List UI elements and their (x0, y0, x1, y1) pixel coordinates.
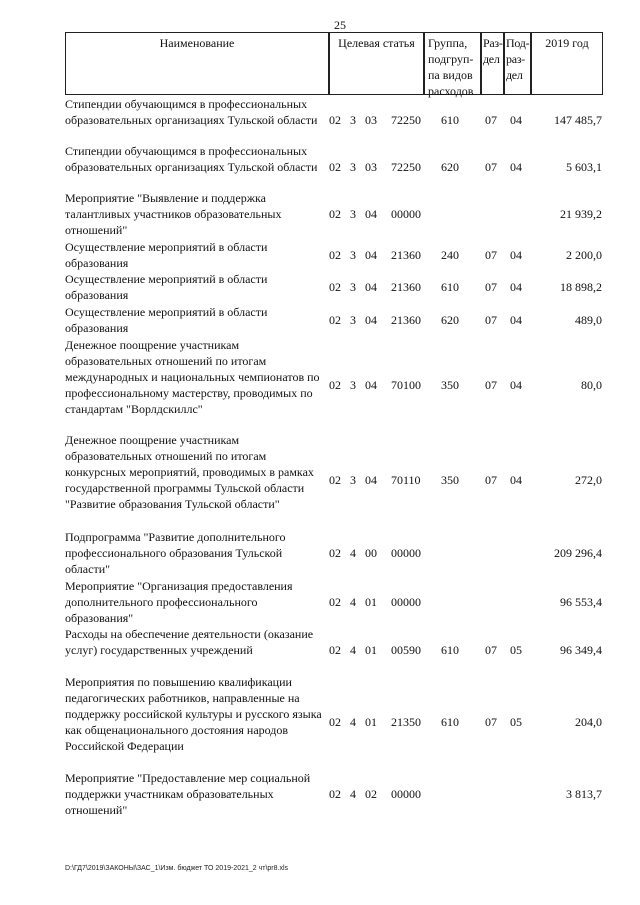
podrazdel: 04 (510, 313, 522, 327)
code-part2: 3 (350, 207, 356, 221)
code-part3: 00 (365, 546, 377, 560)
expense-group: 350 (441, 378, 459, 392)
code-part2: 3 (350, 280, 356, 294)
expense-group: 620 (441, 313, 459, 327)
file-path-footer: D:\ГД7\2019\ЗАКОНЫ\ЗАС_1\Изм. бюджет ТО 2019-2021_2 чт\pr8.xls (65, 865, 289, 872)
razdel: 07 (485, 378, 497, 392)
podrazdel: 05 (510, 643, 522, 657)
code-part3: 03 (365, 160, 377, 174)
row-name: Расходы на обеспечение деятельности (оказание услуг) государственных учреждений (65, 627, 314, 657)
page-number: 25 (334, 18, 346, 32)
razdel: 07 (485, 643, 497, 657)
code-part1: 02 (329, 473, 341, 487)
row-name: Осуществление мероприятий в области образования (65, 305, 268, 335)
code-part1: 02 (329, 787, 341, 801)
row-name: Денежное поощрение участникам образовательных отношений по итогам международных и национальных чемпионатов по профессиональному мастерству, проводимых по стандартам "Ворлдскиллс" (65, 338, 320, 416)
code-part2: 4 (350, 787, 356, 801)
code-part1: 02 (329, 313, 341, 327)
code-part2: 3 (350, 378, 356, 392)
code-part4: 21360 (391, 248, 421, 262)
code-part3: 04 (365, 207, 377, 221)
razdel: 07 (485, 313, 497, 327)
code-part3: 04 (365, 313, 377, 327)
podrazdel: 04 (510, 248, 522, 262)
razdel: 07 (485, 113, 497, 127)
razdel: 07 (485, 248, 497, 262)
amount-2019: 2 200,0 (566, 248, 602, 262)
code-part2: 3 (350, 113, 356, 127)
code-part1: 02 (329, 643, 341, 657)
row-name: Мероприятие "Организация предоставления дополнительного профессионального образования" (65, 579, 293, 625)
podrazdel: 05 (510, 715, 522, 729)
razdel: 07 (485, 280, 497, 294)
row-name: Стипендии обучающимся в профессиональных образовательных организациях Тульской области (65, 144, 318, 174)
code-part1: 02 (329, 378, 341, 392)
code-part1: 02 (329, 113, 341, 127)
row-name: Денежное поощрение участникам образовательных отношений по итогам конкурсных мероприятий, проводимых в рамках государственной программы Тульской области "Развитие образования Тульской области" (65, 433, 314, 511)
code-part1: 02 (329, 546, 341, 560)
razdel: 07 (485, 473, 497, 487)
code-part1: 02 (329, 248, 341, 262)
code-part2: 4 (350, 715, 356, 729)
row-name: Мероприятие "Предоставление мер социальной поддержки участникам образовательных отношений" (65, 771, 311, 817)
code-part4: 00000 (391, 595, 421, 609)
code-part2: 4 (350, 546, 356, 560)
code-part4: 00000 (391, 787, 421, 801)
expense-group: 350 (441, 473, 459, 487)
code-part2: 4 (350, 595, 356, 609)
amount-2019: 96 553,4 (560, 595, 602, 609)
code-part1: 02 (329, 207, 341, 221)
code-part1: 02 (329, 715, 341, 729)
code-part3: 04 (365, 378, 377, 392)
header-year: 2019 год (531, 32, 603, 95)
header-podrazdel: Под-раз-дел (504, 32, 531, 95)
header-razdel: Раз-дел (481, 32, 504, 95)
row-name: Осуществление мероприятий в области образования (65, 240, 268, 270)
code-part3: 04 (365, 248, 377, 262)
code-part2: 3 (350, 160, 356, 174)
code-part3: 04 (365, 280, 377, 294)
expense-group: 240 (441, 248, 459, 262)
code-part4: 00000 (391, 546, 421, 560)
code-part3: 01 (365, 643, 377, 657)
header-code: Целевая статья (329, 32, 424, 95)
code-part4: 00590 (391, 643, 421, 657)
code-part4: 00000 (391, 207, 421, 221)
amount-2019: 18 898,2 (560, 280, 602, 294)
amount-2019: 209 296,4 (554, 546, 602, 560)
amount-2019: 80,0 (581, 378, 602, 392)
podrazdel: 04 (510, 378, 522, 392)
razdel: 07 (485, 715, 497, 729)
code-part2: 3 (350, 248, 356, 262)
row-name: Мероприятия по повышению квалификации педагогических работников, направленные на поддержку российской культуры и русского языка как общенационального достояния народов Российской Федерации (65, 675, 322, 753)
code-part3: 01 (365, 715, 377, 729)
header-group: Группа, подгруп-па видов расходов (424, 32, 481, 95)
code-part2: 3 (350, 313, 356, 327)
podrazdel: 04 (510, 160, 522, 174)
code-part1: 02 (329, 160, 341, 174)
code-part4: 21360 (391, 313, 421, 327)
code-part4: 70110 (391, 473, 421, 487)
code-part1: 02 (329, 280, 341, 294)
code-part4: 72250 (391, 160, 421, 174)
code-part3: 02 (365, 787, 377, 801)
code-part3: 01 (365, 595, 377, 609)
amount-2019: 272,0 (575, 473, 602, 487)
code-part2: 3 (350, 473, 356, 487)
code-part3: 03 (365, 113, 377, 127)
code-part4: 70100 (391, 378, 421, 392)
amount-2019: 3 813,7 (566, 787, 602, 801)
row-name: Подпрограмма "Развитие дополнительного профессионального образования Тульской области" (65, 530, 286, 576)
expense-group: 610 (441, 280, 459, 294)
expense-group: 620 (441, 160, 459, 174)
expense-group: 610 (441, 715, 459, 729)
code-part3: 04 (365, 473, 377, 487)
code-part1: 02 (329, 595, 341, 609)
amount-2019: 147 485,7 (554, 113, 602, 127)
code-part4: 21350 (391, 715, 421, 729)
razdel: 07 (485, 160, 497, 174)
row-name: Мероприятие "Выявление и поддержка талантливых участников образовательных отношений" (65, 191, 282, 237)
amount-2019: 489,0 (575, 313, 602, 327)
amount-2019: 204,0 (575, 715, 602, 729)
code-part4: 21360 (391, 280, 421, 294)
amount-2019: 5 603,1 (566, 160, 602, 174)
code-part2: 4 (350, 643, 356, 657)
podrazdel: 04 (510, 473, 522, 487)
expense-group: 610 (441, 643, 459, 657)
podrazdel: 04 (510, 113, 522, 127)
amount-2019: 96 349,4 (560, 643, 602, 657)
row-name: Осуществление мероприятий в области образования (65, 272, 268, 302)
header-name: Наименование (65, 32, 329, 95)
row-name: Стипендии обучающимся в профессиональных образовательных организациях Тульской области (65, 97, 318, 127)
podrazdel: 04 (510, 280, 522, 294)
code-part4: 72250 (391, 113, 421, 127)
expense-group: 610 (441, 113, 459, 127)
amount-2019: 21 939,2 (560, 207, 602, 221)
